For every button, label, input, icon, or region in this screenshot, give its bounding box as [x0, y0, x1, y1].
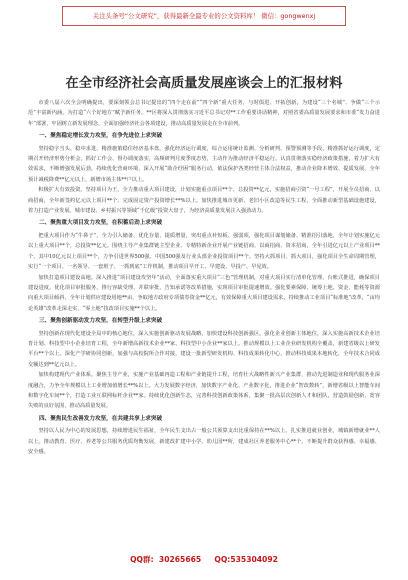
- section-heading: 四、聚焦民生改善发力攻坚，在共建共享上求突破: [39, 415, 163, 422]
- body-paragraph: 坚持创新在现代化建设全局中的核心地位，深入实施创新驱动发展战略，加快建设科技创新强区。强化企业创新主体地位，深入实施高新技术企业培育计划、科技型中小企业培育工程，全年新增高新技术企业**家、科技型中小企业**家以上。推动规模以上工业企业研发机构全覆盖，新建省级以上研发平台**个以上。深化产学研协同创新，加强与高校院所合作对接，建设一批新型研发机构、科技成果转化中心，推动科技成果本地转化，全年技术合同成交额达到**亿元以上。: [28, 330, 380, 368]
- body-paragraph: 坚持稳字当头、稳中求进，精准施策稳住经济基本盘。强化经济运行调度，综合运用统计监测、分析研判、预警预测等手段，精准抓好运行调度，定期召开经济形势分析会，抓好工作会、督办调度落实，高频研判月度季度态势，主动作为推动经济平稳运行。认真贯彻落实稳经济政策措施，着力扩大有效需求，不断增强发展后劲，持续优化营商环境，深入开展“助企纾困”服务行动，依法保护各类经营主体合法权益，推动企业降本增效、提质发展，全年预计减税降费**亿元以上，新增市场主体**户以上。: [28, 145, 380, 183]
- body-paragraph: 坚持以人民为中心的发展思想，持续增进民生福祉，全年民生支出占一般公共预算支出比重保持在**%以上。扎实推进就业创业，城镇新增就业**人以上。推动教育、医疗、养老等公共服务优质均衡发展，新建改扩建中小学、幼儿园**所，建成社区养老服务中心**个，不断提升群众获得感、幸福感、安全感。: [28, 428, 380, 455]
- document-body: [28, 98, 380, 457]
- body-paragraph: 加快打造项目建设高地。深入推进“项目建设攻坚年”活动，全面落实重大项目“三色”管理机制，对重大项目实行清单化管理、台账式推进，确保项目建设进度。优化项目审批服务，推行容缺受理、并联审批、告知承诺等改革措施，实现项目审批提速增效。强化要素保障，统筹土地、资金、能耗等资源向重大项目倾斜，全年计划供应建设用地**亩，争取地方政府专项债券资金**亿元，有效保障重大项目建设需求。持续推动工业项目“标准地”改革，“亩均论英雄”改革走深走实，“零土地”技改项目实施**个以上。: [28, 274, 380, 312]
- body-paragraph: 积极扩大有效投资。坚持项目为王，全力推动重大项目建设，计划实施重点项目**个、总投资**亿元，实施招商引资“一号工程”，开展全员招商、以商招商，全年新签约亿元以上项目**个、完成固定资产投资增长**%以上。加快推进城市更新、老旧小区改造等民生工程，全面推动新型基础设施建设，着力打造产业发展、城市建设、乡村振兴等领域“千亿级”投资大盘子，为经济高质量发展注入强劲动力。: [28, 187, 380, 215]
- section-heading: 三、聚焦创新驱动发力攻坚，在转型升级上求突破: [39, 318, 163, 325]
- section-heading: 二、聚焦重大项目发力攻坚，在积蓄后劲上求突破: [39, 220, 163, 227]
- document-title: 在全市经济社会高质量发展座谈会上的汇报材料: [65, 76, 343, 91]
- footer-contact: QQ群: 30265665 QQ:535304092: [130, 555, 278, 564]
- body-paragraph: 加快构建现代产业体系。聚焦主导产业，实施产业基础再造工程和产业链提升工程，培育壮大战略性新兴产业集群，推动先进制造业和现代服务业深度融合，力争全年规模以上工业增加值增长**%以上。大力发展数字经济，加快数字产业化、产业数字化，推进企业“智改数转”，新增省级以上智能车间和数字化车间**个，打造工业互联网标杆企业**家。持续优化创新生态，完善科技创新政策体系，集聚一批高层次创新人才和团队，营造鼓励创新、宽容失败的良好氛围，推动高质量发展。: [28, 372, 380, 410]
- body-paragraph: 把重大项目作为“牛鼻子”，全力引入储备、优化存量、提质增量，突出重点补短板、强弱项，强化项目谋划储备、精准招引落地，全年计划实施亿元以上重大项目**个，总投资**亿元。围绕主导产业集群链主型企业、专精特新企业开展产业链招商、以商招商、资本招商，全年引进亿元以上产业项目**个，其中10亿元以上项目**个，力争引进世界500强、中国500强及行业头部企业投资项目**个。坚持大抓项目、抓大项目，强化项目全生命周期管理，实行“一个项目、一名领导、一套班子、一抓到底”工作机制，推动项目早开工、早建设、早投产、早见效。: [28, 232, 380, 271]
- header-banner: 关注头条号“公文研究”，获得最新全最专业的公文资料库！ 微信：gongwenxj: [62, 6, 346, 26]
- section-heading: 一、聚焦稳定增长发力攻坚，在争先进位上求突破: [39, 133, 163, 140]
- body-paragraph: 市委八届六次全会明确提出，要深刻领会总书记提出的“四个走在前”“四个新”重大任务，与时俱进、开拓创新，为建设“三个名城”、争做“三个示范”丰富新内涵，为打造“六个好地方”赋予新任务。**区将深入贯彻落实习近平总书记对**工作重要讲话精神，对照省委高质量发展要求和市委“发力奋进年”部署，牢固树立新发展理念，全面加强经济社会各项建设，推动高质量发展走在全市前列。: [28, 100, 380, 127]
